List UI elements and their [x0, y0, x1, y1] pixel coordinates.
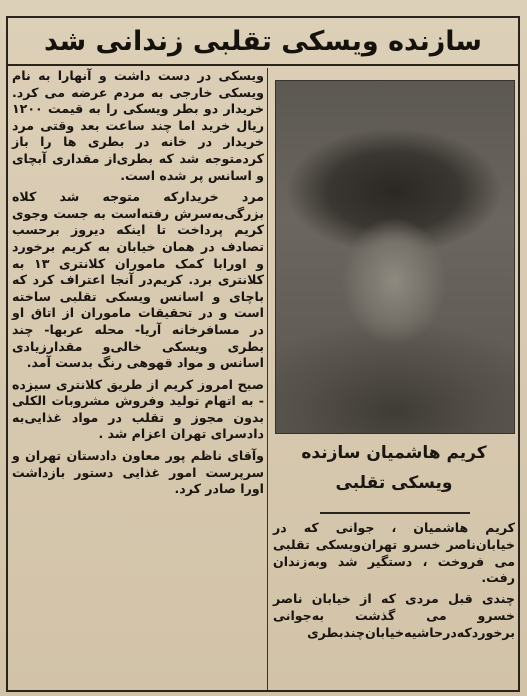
paragraph: چندی قبل مردی که از خیابان ناصر خسرو می گذشت به‌جوانی برخوردکه‌درحاشیه‌خیابان‌چندبطری [273, 591, 515, 640]
paragraph: صبح امروز کریم از طریق کلانتری سیزده - به اتهام تولید وفروش مشروبات الکلی بدون مجوز و تقلب در مواد غذایی‌به دادسرای تهران اعزام شد . [12, 376, 264, 442]
article-headline: سازنده ویسکی تقلبی زندانی شد [8, 18, 518, 66]
portrait-photo [275, 80, 515, 434]
caption-divider [320, 512, 470, 514]
paragraph: وآقای ناظم پور معاون دادستان تهران و سرپرست امور غذایی دستور بازداشت اورا صادر کرد. [12, 448, 264, 497]
photo-caption [275, 438, 513, 508]
caption-line: ویسکی تقلبی [335, 473, 453, 493]
paragraph: ویسکی در دست داشت و آنهارا به نام ویسکی خارجی به مردم عرضه می کرد. خریدار دو بطر ویسکی را به قیمت ۱۲۰۰ ریال خرید اما چند ساعت بعد وقتی مرد خریدار در خانه در بطری ها را باز کردمتوجه شد که بطری‌از مقداری آبچای و اسانس پر شده است. [12, 68, 264, 183]
paragraph: کریم هاشمیان ، جوانی که در خیابان‌ناصر خسرو تهران‌ویسکی تقلبی می فروخت ، دستگیر شد وبه‌زندان رفت. [273, 520, 515, 586]
column-divider [267, 68, 268, 690]
paragraph: مرد خریدارکه متوجه شد کلاه بزرگی‌به‌سرش رفته‌است به جست وجوی کریم پرداخت تا اینکه دیروز برحسب تصادف در همان خیابان به کریم برخورد و اورابا کمک ماموران کلانتری ۱۳ به کلانتری برد. کریم‌در آنجا اعتراف کرد که باچای و اسانس ویسکی تقلبی ساخته است و در تحقیقات ماموران از اتاق او در مسافرخانه آریا- محله عربها- چند بطری ویسکی خالی‌و مقدارزیادی اسانس و مواد قهوهی رنگ بدست آمد. [12, 189, 264, 371]
left-text-column [12, 68, 264, 692]
caption-line: کریم هاشمیان سازنده [301, 443, 487, 463]
right-text-column [273, 520, 515, 692]
